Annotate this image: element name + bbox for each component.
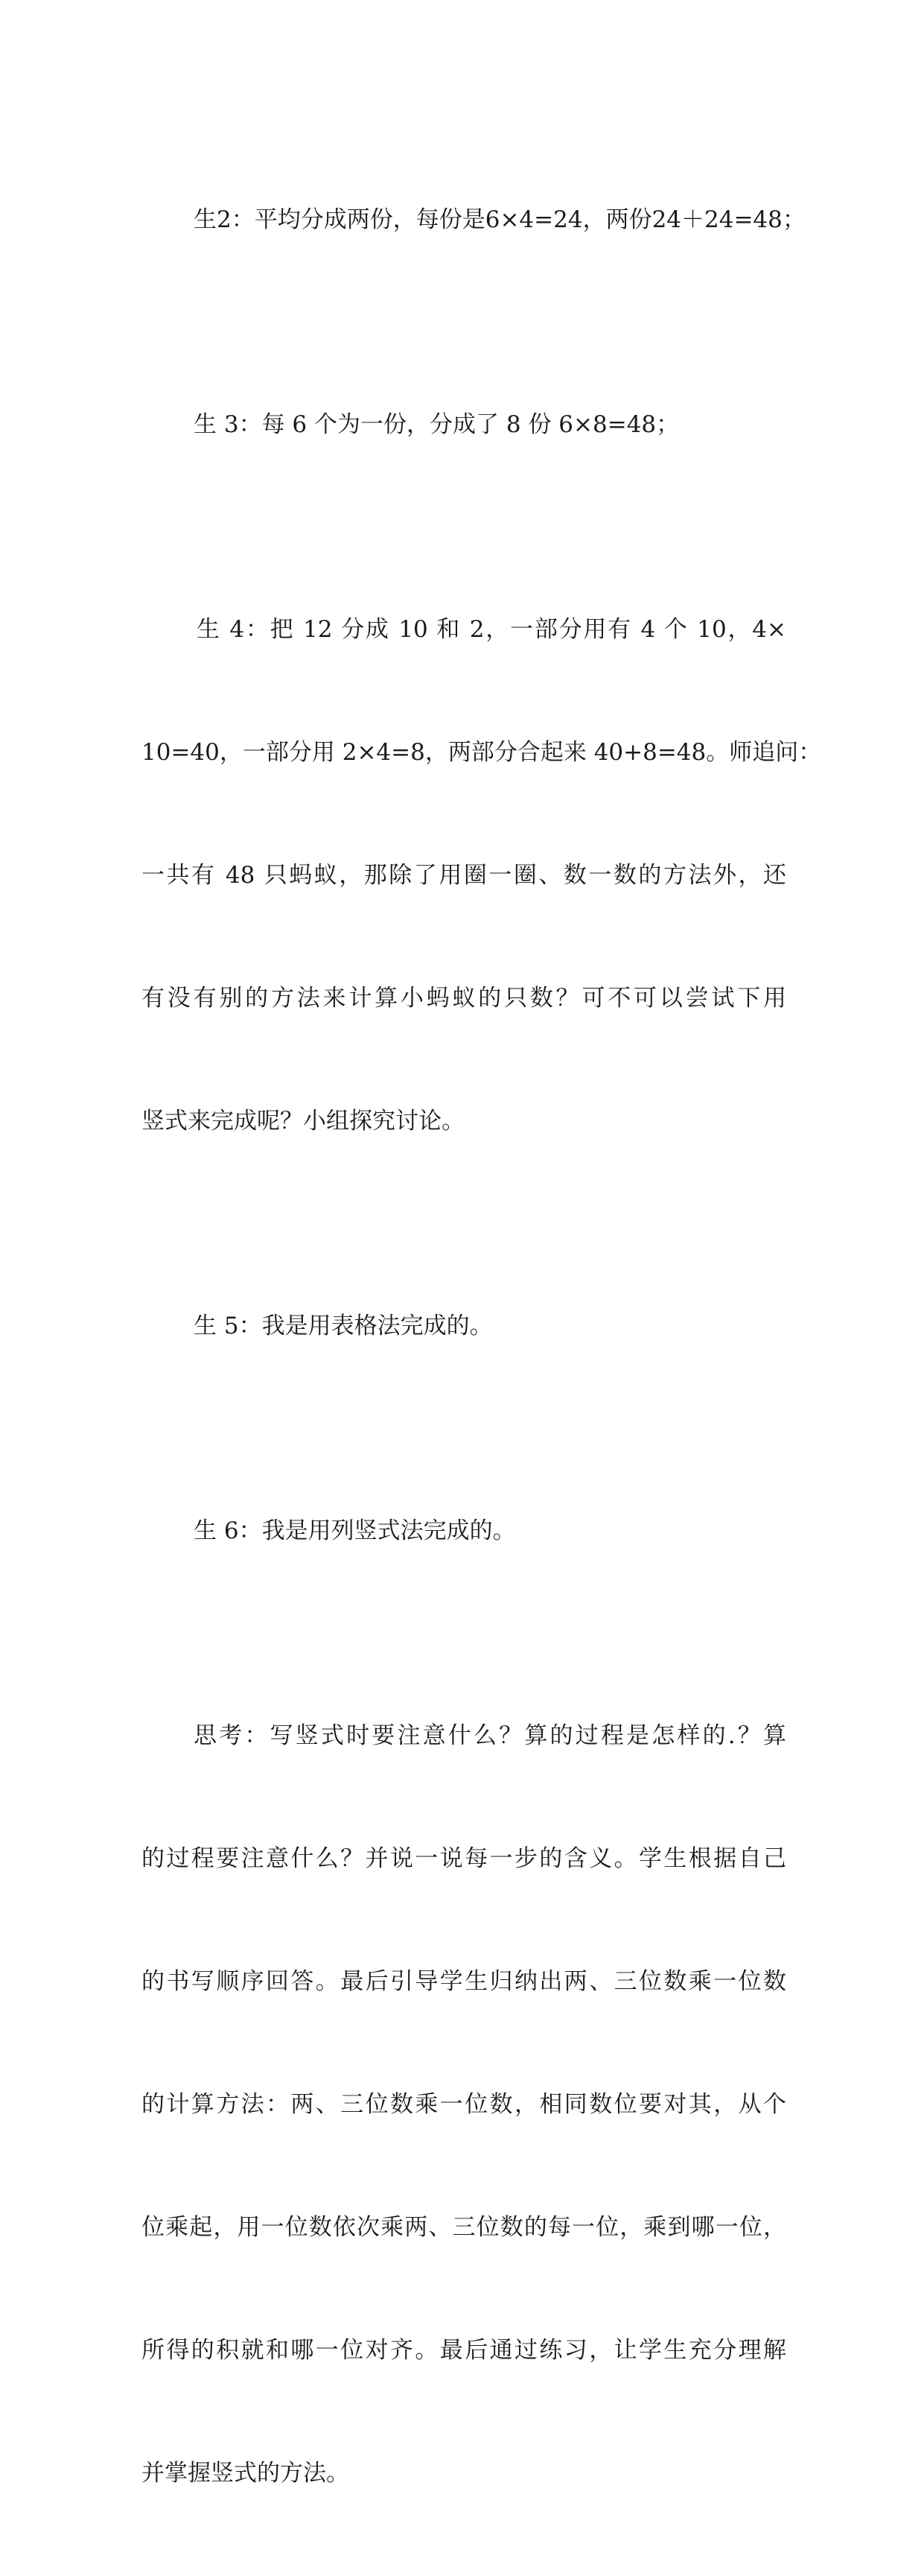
- text-line: 的书写顺序回答。最后引导学生归纳出两、三位数乘一位数: [141, 1968, 786, 1995]
- text-line: 的过程要注意什么？并说一说每一步的含义。学生根据自己: [141, 1845, 786, 1872]
- text-line: 10=40，一部分用 2×4=8，两部分合起来 40+8=48。师追问：: [141, 739, 822, 766]
- text-line: 竖式来完成呢？小组探究讨论。: [141, 1108, 465, 1135]
- text-line: 生2：平均分成两份，每份是6×4=24，两份24＋24=48；: [194, 206, 806, 233]
- document-body: [141, 118, 822, 2576]
- paragraph-student-4: [141, 527, 822, 1224]
- text-line: 生 4：把 12 分成 10 和 2，一部分用有 4 个 10，4×: [197, 616, 786, 643]
- text-line: 生 6：我是用列竖式法完成的。: [194, 1517, 516, 1544]
- text-line: 生 3：每 6 个为一份，分成了 8 份 6×8=48；: [194, 411, 680, 438]
- text-line: 一共有 48 只蚂蚁，那除了用圈一圈、数一数的方法外，还: [141, 862, 786, 889]
- text-line: 有没有别的方法来计算小蚂蚁的只数？可不可以尝试下用: [141, 985, 786, 1012]
- text-line: 生 5：我是用表格法完成的。: [194, 1313, 493, 1339]
- paragraph-student-6: [141, 1429, 786, 1634]
- text-line: 位乘起，用一位数依次乘两、三位数的每一位，乘到哪一位，: [141, 2214, 786, 2241]
- text-line: 并掌握竖式的方法。: [141, 2460, 349, 2487]
- text-line: 所得的积就和哪一位对齐。最后通过练习，让学生充分理解: [141, 2337, 786, 2364]
- paragraph-student-3: [141, 323, 786, 527]
- paragraph-student-5: [141, 1224, 786, 1429]
- text-line: 的计算方法：两、三位数乘一位数，相同数位要对其，从个: [141, 2091, 786, 2118]
- paragraph-student-2: [141, 118, 806, 323]
- paragraph-thinking: [141, 1634, 786, 2576]
- text-line: 思考：写竖式时要注意什么？算的过程是怎样的.？算: [194, 1722, 786, 1749]
